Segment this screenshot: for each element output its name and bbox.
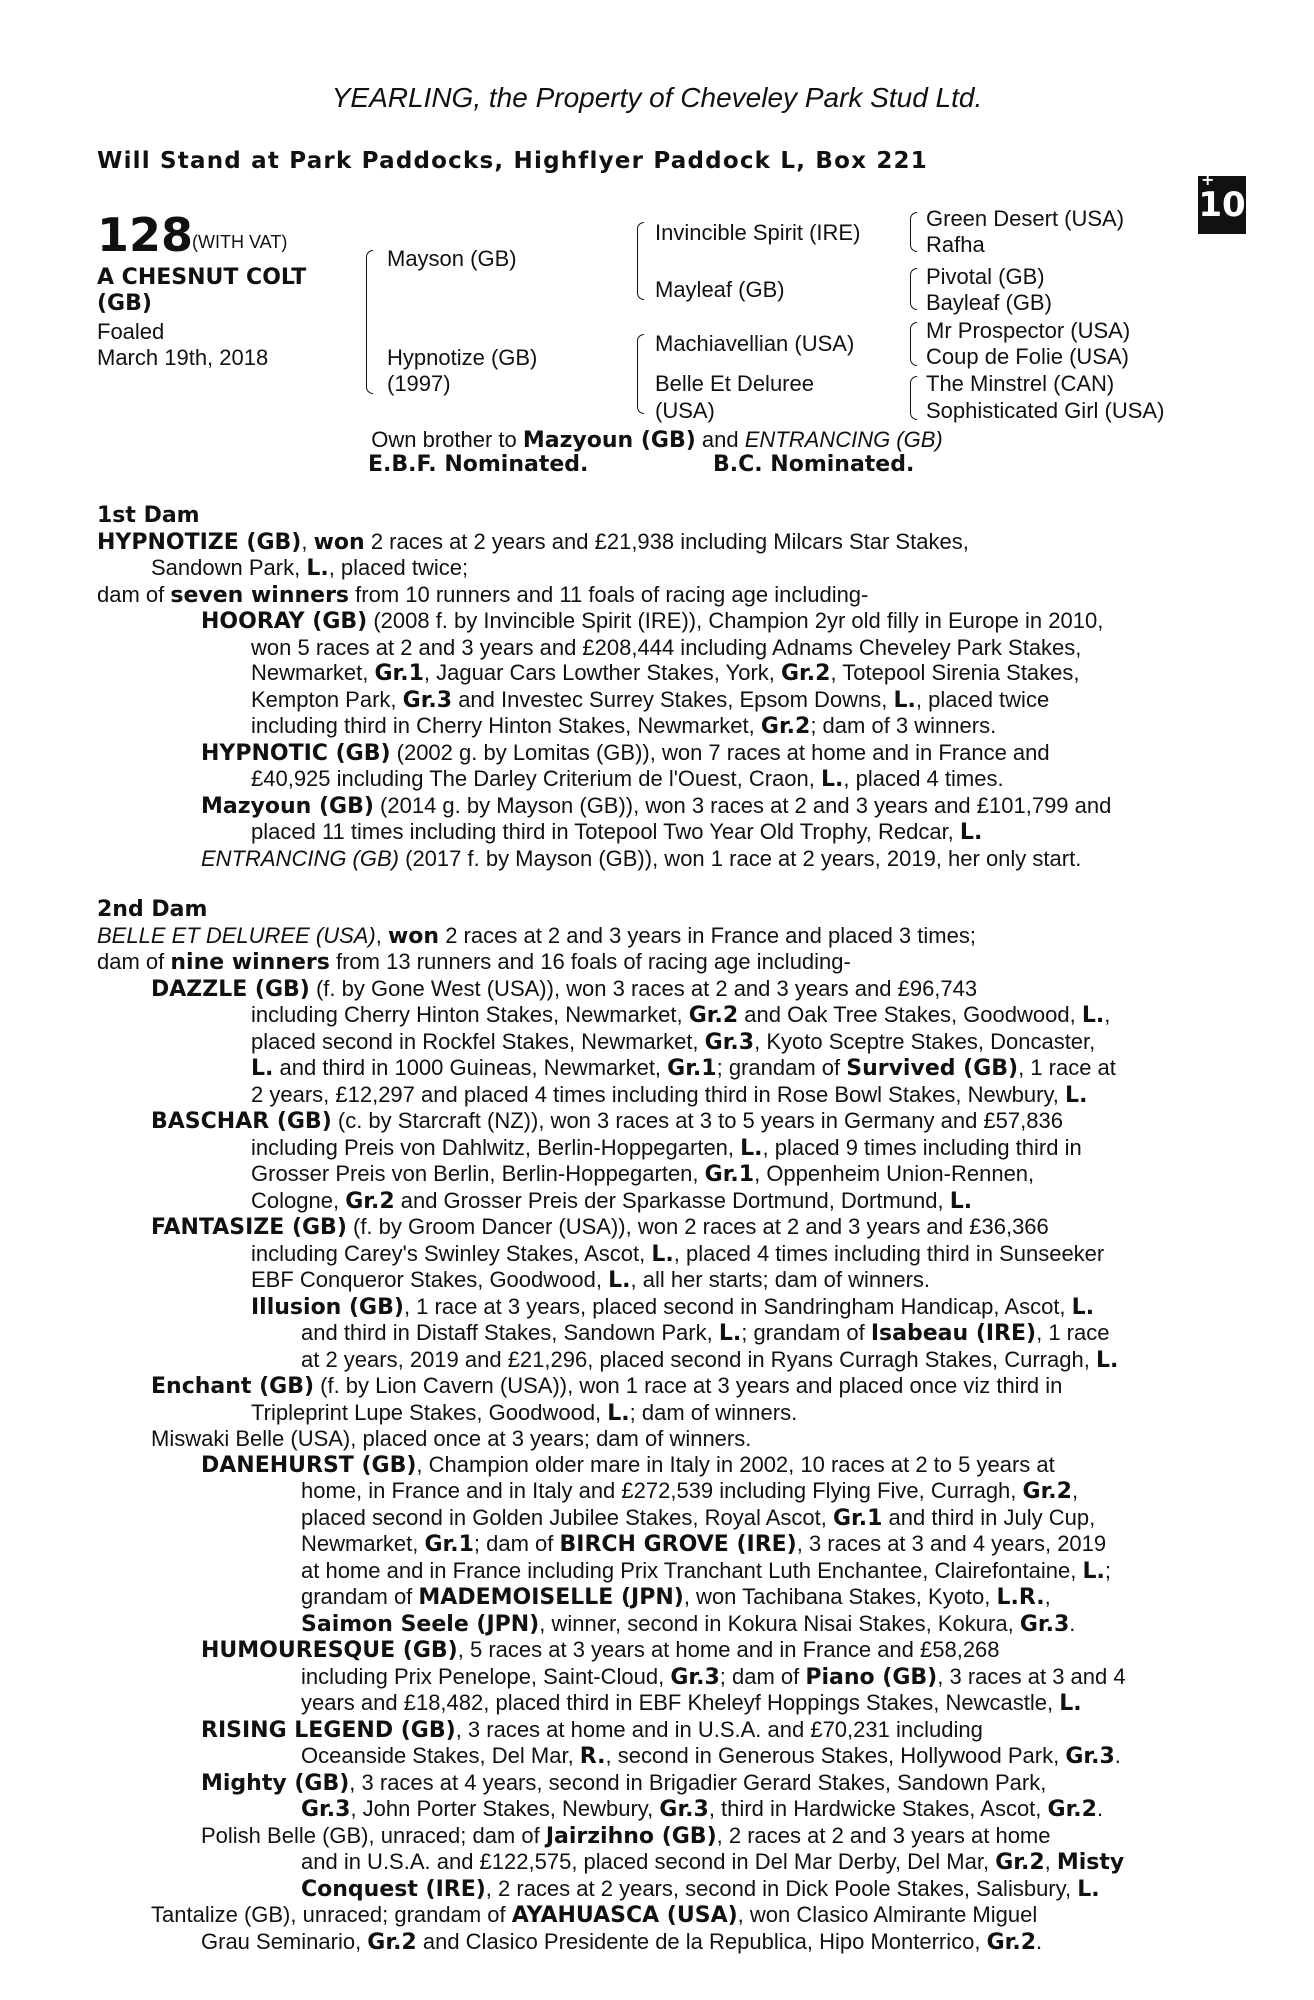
produce-mighty: Mighty (GB), 3 races at 4 years, second in Brigadier Gerard Stakes, Sandown Park, <box>201 1769 1047 1796</box>
sire-name: Mayson (GB) <box>387 246 517 271</box>
produce-baschar: BASCHAR (GB) (c. by Starcraft (NZ)), won 3 races at 3 to 5 years in Germany and £57,836 <box>151 1108 1063 1134</box>
vat-label: (WITH VAT) <box>192 232 288 252</box>
produce-humouresque: HUMOURESQUE (GB), 5 races at 3 years at home and in France and £58,268 <box>201 1637 1000 1663</box>
catalogue-body: 1st Dam HYPNOTIZE (GB), won 2 races at 2 years and £21,938 including Milcars Star Stakes, Sandown Park, L., placed twice; dam of seven winners from 10 runners and 11 foals of racing age including- HOORAY (GB) (2008 f. by Invincible Spirit (IRE)), Champion 2yr old filly in Europe in 2010, won 5 races at 2 and 3 years and £208,444 including Adnams Cheveley Park Stakes, Newmarket, Gr.1, Jaguar Cars Lowther Stakes, York, Gr.2, Totepool Sirenia Stakes, Kempton Park, Gr.3 and Investec Surrey Stakes, Epsom Downs, L., placed twice including third in Cherry Hinton Stakes, Newmarket, Gr.2; dam of 3 winners. HYPNOTIC (GB) (2002 g. by Lomitas (GB)), won 7 races at home and in France and £40,925 including The Darley Criterium de l'Ouest, Craon, L., placed 4 times. Mazyoun (GB) (2014 g. by Mayson (GB)), won 3 races at 2 and 3 years and £101,799 and placed 11 times including third in Totepool Two Year Old Trophy, Redcar, L. ENTRANCING (GB) (2017 f. by Mayson (GB)), won 1 race at 2 years, 2019, her only start. 2nd Dam BELLE ET DELUREE (USA), won 2 races at 2 and 3 years in France and placed 3 times; dam of nine winners from 13 runners and 16 foals of racing age including- DAZZLE (GB) (f. by Gone West (USA)), won 3 races at 2 and 3 years and £96,743 including Cherry Hinton Stakes, Newmarket, Gr.2 and Oak Tree Stakes, Goodwood, L., placed second in Rockfel Stakes, Newmarket, Gr.3, Kyoto Sceptre Stakes, Doncaster, L. and third in 1000 Guineas, Newmarket, Gr.1; grandam of Survived (GB), 1 race at 2 years, £12,297 and placed 4 times including third in Rose Bowl Stakes, Newbury, L. BASCHAR (GB) (c. by Starcraft (NZ)), won 3 races at 3 to 5 years in Germany and £57,836 including Preis von Dahlwitz, Berlin-Hoppegarten, L., placed 9 times including third in Grosser Preis von Berlin, Berlin-Hoppegarten, Gr.1, Oppenheim Union-Rennen, Cologne, Gr.2 and Grosser Preis der Sparkasse Dortmund, Dortmund, L. FANTASIZE (GB) (f. by Groom Dancer (USA)), won 2 races at 2 and 3 years and £36,366 including Carey's Swinley Stakes, Ascot, L., placed 4 times including third in Sunseeker EBF Conqueror Stakes, Goodwood, L., all her starts; dam of winners. Illusion (GB), 1 race at 3 years, placed second in Sandringham Handicap, Ascot, L. and third in Distaff Stakes, Sandown Park, L.; grandam of Isabeau (IRE), 1 race at 2 years, 2019 and £21,296, placed second in Ryans Curragh Stakes, Curragh, L. Enchant (GB) (f. by Lion Cavern (USA)), won 1 race at 3 years and placed once viz third in Tripleprint Lupe Stakes, Goodwood, L.; dam of winners. Miswaki Belle (USA), placed once at 3 years; dam of winners. DANEHURST (GB), Champion older mare in Italy in 2002, 10 races at 2 to 5 years at home, in France and in Italy and £272,539 including Flying Five, Curragh, Gr.2, placed second in Golden Jubilee Stakes, Royal Ascot, Gr.1 and third in July Cup, Newmarket, Gr.1; dam of BIRCH GROVE (IRE), 3 races at 3 and 4 years, 2019 at home and in France including Prix Tranchant Luth Enchantee, Clairefontaine, L.; grandam of MADEMOISELLE (JPN), won Tachibana Stakes, Kyoto, L.R., Saimon Seele (JPN), winner, second in Kokura Nisai Stakes, Kokura, Gr.3. HUMOURESQUE (GB), 5 races at 3 years at home and in France and £58,268 including Prix Penelope, Saint-Cloud, Gr.3; dam of Piano (GB), 3 races at 3 and 4 years and £18,482, placed third in EBF Kheleyf Hoppings Stakes, Newcastle, L. RISING LEGEND (GB), 3 races at home and in U.S.A. and £70,231 including Oceanside Stakes, Del Mar, R., second in Generous Stakes, Hollywood Park, Gr.3. Mighty (GB), 3 races at 4 years, second in Brigadier Gerard Stakes, Sandown Park, Gr.3, John Porter Stakes, Newbury, Gr.3, third in Hardwicke Stakes, Ascot, Gr.2. Polish Belle (GB), unraced; dam of Jairzihno (GB), 2 races at 2 and 3 years at home and in U.S.A. and £122,575, placed second in Del Mar Derby, Del Mar, Gr.2, Misty Conquest (IRE), 2 races at 2 years, second in Dick Poole Stakes, Salisbury, L. Tantalize (GB), unraced; grandam of AYAHUASCA (USA), won Clasico Almirante Miguel Grau Seminario, Gr.2 and Clasico Presidente de la Republica, Hipo Monterrico, Gr.2. <box>97 503 1209 1955</box>
pedigree-brace-sd <box>910 268 917 310</box>
ds-sire: Mr Prospector (USA) <box>926 318 1131 343</box>
own-brother-name: Mazyoun (GB) <box>522 428 696 453</box>
lot-number: 128 <box>97 208 194 262</box>
produce-dazzle: DAZZLE (GB) (f. by Gone West (USA)), won 3 races at 2 and 3 years and £96,743 <box>151 975 978 1002</box>
sd-sire: Pivotal (GB) <box>926 264 1045 289</box>
sire-sire: Invincible Spirit (IRE) <box>655 220 861 245</box>
lot-badge <box>1198 170 1246 234</box>
produce-hypnotic: HYPNOTIC (GB) (2002 g. by Lomitas (GB)), won 7 races at home and in France and <box>201 739 1050 766</box>
produce-enchant: Enchant (GB) (f. by Lion Cavern (USA)), won 1 race at 3 years and placed once viz third in <box>151 1373 1063 1399</box>
ebf-nominated: E.B.F. Nominated. <box>368 452 589 477</box>
ss-dam: Rafha <box>926 232 985 257</box>
produce-miswaki-belle: Miswaki Belle (USA), placed once at 3 years; dam of winners. <box>151 1426 752 1451</box>
produce-illusion: Illusion (GB), 1 race at 3 years, placed second in Sandringham Handicap, Ascot, L. <box>251 1293 1095 1320</box>
pedigree-brace-dam <box>637 334 644 414</box>
dam-name: Hypnotize (GB) <box>387 345 538 370</box>
dam-summary: HYPNOTIZE (GB), won 2 races at 2 years and £21,938 including Milcars Star Stakes, <box>97 528 969 555</box>
location-line: Will Stand at Park Paddocks, Highflyer Paddock L, Box 221 <box>97 148 928 174</box>
second-dam-heading: 2nd Dam <box>97 897 208 922</box>
dd-dam: Sophisticated Girl (USA) <box>926 398 1165 423</box>
produce-polish-belle: Polish Belle (GB), unraced; dam of Jairzihno (GB), 2 races at 2 and 3 years at home <box>201 1822 1051 1849</box>
first-dam-heading: 1st Dam <box>97 503 200 528</box>
ss-sire: Green Desert (USA) <box>926 206 1125 231</box>
sire-dam: Mayleaf (GB) <box>655 277 785 302</box>
pedigree-brace-dd <box>910 376 917 420</box>
produce-mazyoun: Mazyoun (GB) (2014 g. by Mayson (GB)), won 3 races at 2 and 3 years and £101,799 and <box>201 792 1112 819</box>
bc-nominated: B.C. Nominated. <box>713 452 915 477</box>
badge-plus: + <box>1201 170 1215 189</box>
produce-rising-legend: RISING LEGEND (GB), 3 races at home and in U.S.A. and £70,231 including <box>201 1716 983 1743</box>
page-title: YEARLING, the Property of Cheveley Park Stud Ltd. <box>331 82 983 113</box>
pedigree-brace-ds <box>910 322 917 366</box>
dam-dam: Belle Et Deluree <box>655 371 814 396</box>
dd-sire: The Minstrel (CAN) <box>926 371 1115 396</box>
dam-summary-cont: Sandown Park, L., placed twice; <box>151 555 469 581</box>
own-brother-prefix: Own brother to <box>371 427 523 452</box>
dam-year: (1997) <box>387 371 451 396</box>
dam-dam-origin: (USA) <box>655 398 715 423</box>
dam-sire: Machiavellian (USA) <box>655 331 855 356</box>
produce-fantasize: FANTASIZE (GB) (f. by Groom Dancer (USA)), won 2 races at 2 and 3 years and £36,366 <box>151 1214 1049 1240</box>
foaled-label: Foaled <box>97 319 165 344</box>
ds-dam: Coup de Folie (USA) <box>926 344 1129 369</box>
produce-hooray: HOORAY (GB) (2008 f. by Invincible Spirit (IRE)), Champion 2yr old filly in Europe in 2010, <box>201 608 1104 634</box>
own-brother-note <box>0 427 1314 453</box>
produce-entrancing: ENTRANCING (GB) (2017 f. by Mayson (GB)), won 1 race at 2 years, 2019, her only start. <box>201 845 1082 871</box>
pedigree-brace-sire <box>637 222 644 300</box>
sd-dam: Bayleaf (GB) <box>926 290 1052 315</box>
dam-produce-summary: dam of seven winners from 10 runners and 11 foals of racing age including- <box>97 581 869 608</box>
produce-danehurst: DANEHURST (GB), Champion older mare in Italy in 2002, 10 races at 2 to 5 years at <box>201 1451 1055 1478</box>
own-sister-name: ENTRANCING (GB) <box>744 427 943 452</box>
produce-tantalize: Tantalize (GB), unraced; grandam of AYAHUASCA (USA), won Clasico Almirante Miguel <box>151 1902 1038 1928</box>
foaled-date: March 19th, 2018 <box>97 345 269 370</box>
own-brother-and: and <box>695 427 745 452</box>
pedigree-brace-ss <box>910 212 917 252</box>
lot-name: A CHESNUT COLT <box>97 265 307 290</box>
badge-number: 10 <box>1198 185 1246 225</box>
pedigree-brace-main <box>366 250 373 394</box>
second-dam-summary: BELLE ET DELUREE (USA), won 2 races at 2 and 3 years in France and placed 3 times; <box>97 922 976 949</box>
lot-name-origin: (GB) <box>97 291 152 316</box>
